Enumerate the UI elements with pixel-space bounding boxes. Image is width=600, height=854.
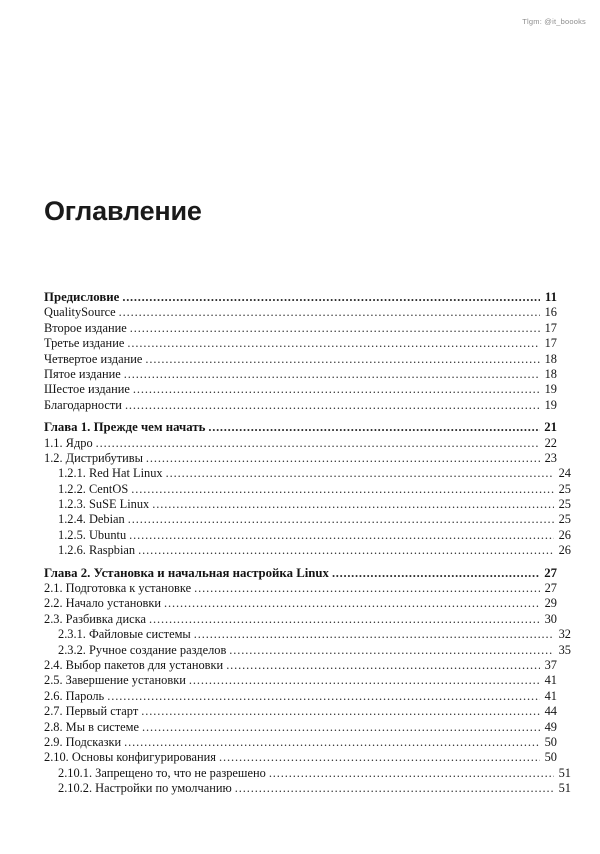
toc-entry[interactable]	[44, 436, 557, 451]
toc-entry[interactable]	[44, 612, 557, 627]
toc-entry-label: Благодарности	[44, 397, 122, 412]
toc-dot-leader	[141, 705, 540, 717]
toc-entry[interactable]	[44, 336, 557, 351]
toc-entry[interactable]	[44, 352, 557, 367]
toc-dot-leader	[332, 567, 540, 580]
toc-entry[interactable]	[44, 658, 557, 673]
toc-entry[interactable]	[44, 673, 557, 688]
toc-entry-label: 1.2.1. Red Hat Linux	[58, 466, 163, 481]
toc-dot-leader	[235, 782, 554, 794]
toc-entry-page-number: 41	[544, 673, 557, 688]
toc-entry-label: Пятое издание	[44, 366, 121, 381]
toc-entry[interactable]	[44, 750, 557, 765]
toc-dot-leader	[130, 322, 540, 334]
toc-entry[interactable]	[44, 367, 557, 382]
toc-entry-label: Четвертое издание	[44, 351, 143, 366]
toc-dot-leader	[107, 690, 540, 702]
toc-entry[interactable]	[44, 581, 557, 596]
toc-entry-label: 1.2.2. CentOS	[58, 481, 129, 496]
toc-entry-page-number: 22	[544, 435, 557, 450]
toc-dot-leader	[194, 628, 554, 640]
toc-dot-leader	[226, 659, 540, 671]
toc-dot-leader	[166, 467, 554, 479]
toc-dot-leader	[131, 483, 554, 495]
toc-dot-leader	[124, 368, 540, 380]
toc-entry-label: 1.1. Ядро	[44, 435, 93, 450]
toc-entry-page-number: 25	[558, 481, 571, 496]
toc-entry-page-number: 25	[558, 497, 571, 512]
toc-entry-label: QualitySource	[44, 305, 116, 320]
toc-entry-page-number: 51	[558, 765, 571, 780]
toc-entry-page-number: 17	[544, 336, 557, 351]
toc-dot-leader	[229, 644, 554, 656]
toc-entry[interactable]	[44, 290, 557, 305]
toc-entry-page-number: 18	[544, 366, 557, 381]
toc-entry[interactable]	[44, 735, 557, 750]
toc-dot-leader	[149, 613, 540, 625]
toc-entry[interactable]	[58, 512, 571, 527]
toc-entry-label: Предисловие	[44, 290, 120, 304]
toc-entry[interactable]	[58, 643, 571, 658]
toc-dot-leader	[152, 498, 554, 510]
toc-entry-label: 2.5. Завершение установки	[44, 673, 186, 688]
toc-entry-label: 2.3. Разбивка диска	[44, 611, 146, 626]
toc-entry-page-number: 11	[544, 290, 557, 304]
toc-dot-leader	[133, 383, 540, 395]
toc-entry-label: 2.9. Подсказки	[44, 734, 122, 749]
toc-entry-label: 2.4. Выбор пакетов для установки	[44, 657, 224, 672]
toc-entry-page-number: 26	[558, 527, 571, 542]
toc-dot-leader	[127, 337, 540, 349]
watermark-text: Tlgm: @it_boooks	[522, 17, 586, 26]
toc-entry-label: 1.2. Дистрибутивы	[44, 450, 143, 465]
toc-entry-page-number: 50	[544, 734, 557, 749]
toc-entry[interactable]	[44, 382, 557, 397]
toc-dot-leader	[96, 437, 540, 449]
toc-entry[interactable]	[58, 766, 571, 781]
toc-dot-leader	[138, 544, 554, 556]
toc-entry[interactable]	[44, 596, 557, 611]
toc-entry-label: 2.10. Основы конфигурирования	[44, 750, 216, 765]
toc-entry-label: 1.2.4. Debian	[58, 512, 125, 527]
toc-entry-page-number: 41	[544, 688, 557, 703]
toc-entry-label: Шестое издание	[44, 382, 130, 397]
toc-entry-page-number: 35	[558, 642, 571, 657]
toc-entry[interactable]	[58, 482, 571, 497]
toc-entry-label: 2.7. Первый старт	[44, 704, 139, 719]
toc-entry-page-number: 44	[544, 704, 557, 719]
toc-entry-label: 2.8. Мы в системе	[44, 719, 139, 734]
toc-entry-page-number: 30	[544, 611, 557, 626]
table-of-contents	[44, 283, 571, 797]
toc-entry[interactable]	[58, 627, 571, 642]
toc-entry-page-number: 16	[544, 305, 557, 320]
toc-entry-label: 1.2.5. Ubuntu	[58, 527, 127, 542]
toc-entry[interactable]	[44, 566, 557, 581]
toc-dot-leader	[129, 529, 554, 541]
toc-entry-page-number: 17	[544, 320, 557, 335]
toc-entry-page-number: 51	[558, 781, 571, 796]
toc-entry[interactable]	[44, 420, 557, 435]
toc-entry[interactable]	[44, 451, 557, 466]
toc-entry-page-number: 19	[544, 397, 557, 412]
toc-dot-leader	[122, 291, 540, 304]
toc-entry[interactable]	[58, 466, 571, 481]
toc-entry-page-number: 50	[544, 750, 557, 765]
toc-entry-page-number: 32	[558, 627, 571, 642]
toc-entry-label: 1.2.6. Raspbian	[58, 543, 136, 558]
toc-entry[interactable]	[58, 497, 571, 512]
toc-dot-leader	[269, 767, 554, 779]
toc-entry[interactable]	[58, 781, 571, 796]
toc-entry[interactable]	[44, 689, 557, 704]
toc-dot-leader	[128, 513, 554, 525]
toc-entry-page-number: 25	[558, 512, 571, 527]
toc-entry-page-number: 29	[544, 596, 557, 611]
toc-dot-leader	[145, 353, 540, 365]
toc-dot-leader	[208, 421, 540, 434]
toc-entry-label: 2.10.2. Настройки по умолчанию	[58, 781, 232, 796]
toc-entry-page-number: 49	[544, 719, 557, 734]
toc-entry-label: Второе издание	[44, 320, 127, 335]
toc-entry-label: 2.3.1. Файловые системы	[58, 627, 191, 642]
toc-entry-label: 2.2. Начало установки	[44, 596, 162, 611]
toc-dot-leader	[194, 582, 540, 594]
toc-entry-page-number: 18	[544, 351, 557, 366]
toc-entry-label: 2.10.1. Запрещено то, что не разрешено	[58, 765, 266, 780]
toc-entry-label: Глава 1. Прежде чем начать	[44, 420, 206, 435]
toc-entry-page-number: 27	[544, 581, 557, 596]
toc-entry[interactable]	[58, 543, 571, 558]
toc-entry-page-number: 37	[544, 657, 557, 672]
toc-entry[interactable]	[44, 305, 557, 320]
toc-entry-page-number: 19	[544, 382, 557, 397]
toc-dot-leader	[146, 452, 540, 464]
toc-entry[interactable]	[44, 720, 557, 735]
toc-entry-page-number: 23	[544, 450, 557, 465]
toc-entry[interactable]	[58, 528, 571, 543]
toc-entry-page-number: 26	[558, 543, 571, 558]
toc-dot-leader	[189, 674, 540, 686]
toc-entry[interactable]	[44, 398, 557, 413]
toc-entry-label: 2.1. Подготовка к установке	[44, 581, 192, 596]
toc-entry-label: Глава 2. Установка и начальная настройка Linux	[44, 565, 329, 580]
toc-dot-leader	[125, 399, 540, 411]
toc-entry-label: Третье издание	[44, 336, 125, 351]
toc-entry-page-number: 24	[558, 466, 571, 481]
toc-dot-leader	[142, 721, 540, 733]
toc-dot-leader	[119, 306, 540, 318]
toc-dot-leader	[164, 597, 540, 609]
toc-entry-label: 1.2.3. SuSE Linux	[58, 497, 150, 512]
toc-entry-page-number: 27	[544, 565, 557, 580]
toc-entry-label: 2.3.2. Ручное создание разделов	[58, 642, 227, 657]
page-title: Оглавление	[44, 196, 202, 227]
toc-entry[interactable]	[44, 704, 557, 719]
toc-dot-leader	[219, 751, 540, 763]
toc-entry-page-number: 21	[544, 420, 557, 435]
toc-entry-label: 2.6. Пароль	[44, 688, 105, 703]
toc-dot-leader	[124, 736, 540, 748]
toc-entry[interactable]	[44, 321, 557, 336]
